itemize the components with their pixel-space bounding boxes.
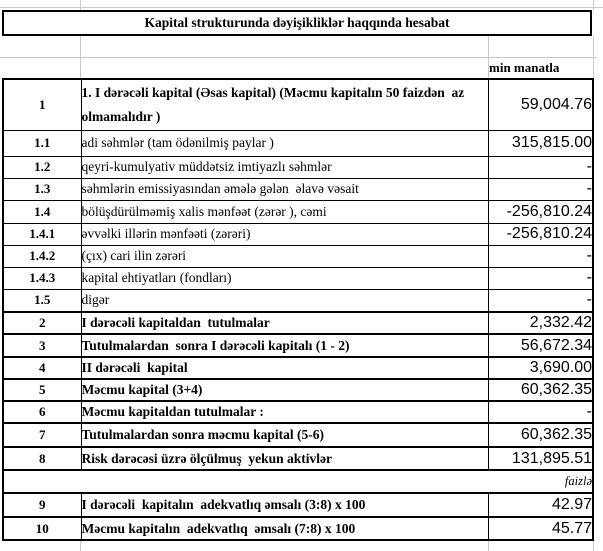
row-value-cell[interactable]: 59,004.76 (488, 79, 593, 130)
row-number-cell[interactable]: 8 (3, 447, 81, 470)
row-number-cell[interactable]: 1.3 (3, 178, 81, 200)
percent-unit-row (3, 470, 593, 493)
row-number-cell[interactable]: 1 (3, 79, 81, 130)
row-number-cell[interactable]: 7 (3, 423, 81, 447)
gridline-vertical (593, 0, 594, 10)
row-value-cell[interactable]: 56,672.34 (488, 334, 593, 357)
row-value-cell[interactable]: 60,362.35 (488, 379, 593, 401)
table-row (3, 379, 593, 401)
row-number-cell[interactable]: 1.4.1 (3, 223, 81, 245)
table-row (3, 79, 593, 130)
row-value-cell[interactable]: - (488, 245, 593, 267)
row-number-cell[interactable]: 10 (3, 517, 81, 540)
row-value-cell[interactable]: - (488, 178, 593, 200)
row-number-cell[interactable]: 1.4.3 (3, 267, 81, 289)
gridline-vertical (593, 36, 594, 78)
row-description-cell[interactable]: Risk dərəcəsi üzrə ölçülmuş yekun aktivlər (81, 447, 488, 470)
row-description-cell[interactable]: I dərəcəli kapitaldan tutulmalar (81, 312, 488, 334)
table-row (3, 223, 593, 245)
row-description-cell[interactable]: səhmlərin emissiyasından əmələ gələn əlavə vəsait (81, 178, 488, 200)
row-number-cell[interactable]: 3 (3, 334, 81, 357)
row-number-cell[interactable]: 1.4 (3, 200, 81, 223)
gridline-vertical (593, 540, 594, 551)
gridline-vertical (80, 540, 81, 551)
percent-unit-label[interactable]: faizlə (3, 470, 593, 493)
table-row (3, 423, 593, 447)
table-row (3, 130, 593, 156)
table-row (3, 401, 593, 423)
row-value-cell[interactable]: 3,690.00 (488, 357, 593, 379)
row-description-cell[interactable]: II dərəcəli kapital (81, 357, 488, 379)
table-row (3, 312, 593, 334)
row-number-cell[interactable]: 1.5 (3, 289, 81, 312)
row-number-cell[interactable]: 2 (3, 312, 81, 334)
row-value-cell[interactable]: 131,895.51 (488, 447, 593, 470)
row-description-cell[interactable]: digər (81, 289, 488, 312)
report-title: Kapital strukturunda dəyişikliklər haqqında hesabat (144, 15, 450, 30)
row-value-cell[interactable]: 45.77 (488, 517, 593, 540)
row-description-cell[interactable]: Tutulmalardan sonra məcmu kapital (5-6) (81, 423, 488, 447)
row-value-cell[interactable]: 315,815.00 (488, 130, 593, 156)
row-number-cell[interactable]: 9 (3, 493, 81, 517)
table-row (3, 178, 593, 200)
row-number-cell[interactable]: 6 (3, 401, 81, 423)
gridline-horizontal (0, 7, 603, 8)
gridline-vertical (80, 36, 81, 78)
table-row (3, 493, 593, 517)
table-row (3, 289, 593, 312)
row-description-cell[interactable]: I dərəcəli kapitalın adekvatlıq əmsalı (3:8) x 100 (81, 493, 488, 517)
row-value-cell[interactable]: 60,362.35 (488, 423, 593, 447)
row-value-cell[interactable]: -256,810.24 (488, 223, 593, 245)
table-row (3, 245, 593, 267)
row-description-cell[interactable]: bölüşdürülməmiş xalis mənfəət (zərər ), cəmi (81, 200, 488, 223)
table-row (3, 267, 593, 289)
row-value-cell[interactable]: - (488, 289, 593, 312)
row-description-cell[interactable]: Məcmu kapitaldan tutulmalar : (81, 401, 488, 423)
row-description-cell[interactable]: qeyri-kumulyativ müddətsiz imtiyazlı səhmlər (81, 156, 488, 178)
row-description-cell[interactable]: kapital ehtiyatları (fondları) (81, 267, 488, 289)
row-description-cell[interactable]: adi səhmlər (tam ödənilmiş paylar ) (81, 130, 488, 156)
row-description-cell[interactable]: (çıx) cari ilin zərəri (81, 245, 488, 267)
row-number-cell[interactable]: 1.1 (3, 130, 81, 156)
report-title-cell[interactable] (2, 10, 592, 36)
row-description-cell[interactable]: 1. I dərəcəli kapital (Əsas kapital) (Məcmu kapitalın 50 faizdən az olmamalıdır ) (81, 79, 488, 130)
table-row (3, 517, 593, 540)
row-description-cell[interactable]: Tutulmalardan sonra I dərəcəli kapitalı (1 - 2) (81, 334, 488, 357)
row-value-cell[interactable]: - (488, 156, 593, 178)
row-number-cell[interactable]: 1.4.2 (3, 245, 81, 267)
row-description-cell[interactable]: əvvəlki illərin mənfəəti (zərəri) (81, 223, 488, 245)
row-description-cell[interactable]: Məcmu kapital (3+4) (81, 379, 488, 401)
table-row (3, 334, 593, 357)
row-description-cell[interactable]: Məcmu kapitalın adekvatlıq əmsalı (7:8) x 100 (81, 517, 488, 540)
gridline-vertical (488, 540, 489, 551)
row-value-cell[interactable]: 42.97 (488, 493, 593, 517)
unit-label-min-manatla[interactable]: min manatla (489, 60, 560, 75)
table-row (3, 200, 593, 223)
row-value-cell[interactable]: -256,810.24 (488, 200, 593, 223)
table-row (3, 357, 593, 379)
capital-table-body (3, 79, 593, 540)
gridline-vertical (80, 0, 81, 10)
row-value-cell[interactable]: - (488, 401, 593, 423)
row-value-cell[interactable]: - (488, 267, 593, 289)
row-number-cell[interactable]: 5 (3, 379, 81, 401)
table-row (3, 156, 593, 178)
capital-structure-table (2, 78, 594, 541)
table-row (3, 447, 593, 470)
row-value-cell[interactable]: 2,332.42 (488, 312, 593, 334)
row-number-cell[interactable]: 4 (3, 357, 81, 379)
row-number-cell[interactable]: 1.2 (3, 156, 81, 178)
